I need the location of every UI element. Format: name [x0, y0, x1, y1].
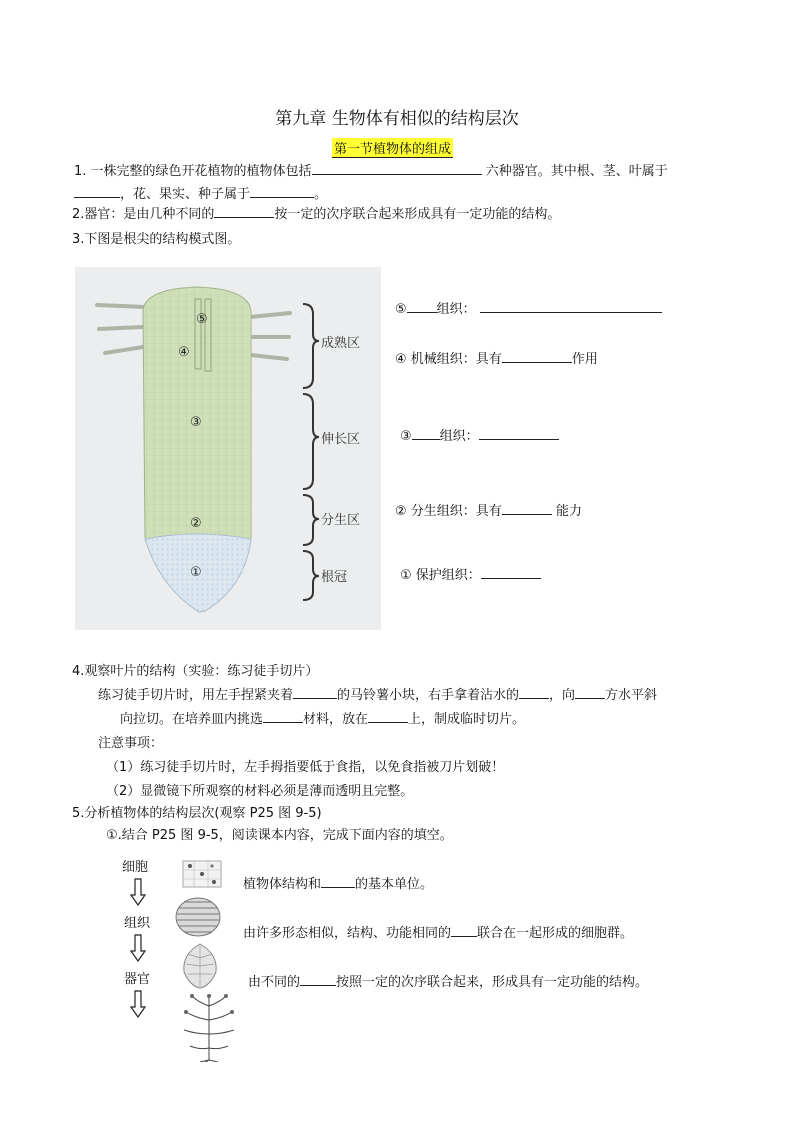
zone-label-elongation: 伸长区	[321, 432, 361, 447]
down-arrow-icon	[130, 934, 146, 962]
note-1: （1）练习徒手切片时，左手拇指要低于食指，以免食指被刀片划破！	[106, 760, 505, 775]
root-tip-diagram	[75, 267, 381, 630]
blank-q4-5[interactable]	[368, 708, 408, 723]
question-4-heading: 4.观察叶片的结构（实验：练习徒手切片）	[72, 664, 319, 679]
zone-label-mature: 成熟区	[321, 336, 361, 351]
question-3: 3.下图是根尖的结构模式图。	[72, 232, 241, 247]
plant-illustration	[180, 992, 238, 1062]
question-5-heading: 5.分析植物体的结构层次(观察 P25 图 9-5)	[72, 806, 322, 821]
level-organ: 器官	[124, 972, 151, 987]
blank-organ[interactable]	[300, 971, 336, 986]
cell-illustration	[182, 860, 222, 888]
blank-q4-3[interactable]	[575, 684, 605, 699]
blank-reproductive-organs[interactable]	[250, 183, 314, 198]
level-cell: 细胞	[122, 860, 149, 875]
question-4-line-2: 向拉切。在培养皿内挑选 材料，放在 上，制成临时切片。	[120, 708, 525, 727]
zone-label-meristem: 分生区	[321, 513, 361, 528]
blank-tissues[interactable]	[214, 203, 274, 218]
down-arrow-icon	[130, 878, 146, 906]
page-title: 第九章 生物体有相似的结构层次	[275, 109, 519, 129]
blank-tissue-4[interactable]	[502, 348, 572, 363]
tissue-3-row: ③ 组织：	[400, 425, 559, 444]
cell-description: 植物体结构和 的基本单位。	[243, 873, 433, 892]
marker-5: ⑤	[196, 312, 208, 327]
tissue-4-row: ④ 机械组织：具有 作用	[395, 348, 598, 367]
blank-q4-2[interactable]	[519, 684, 549, 699]
marker-1: ①	[190, 565, 202, 580]
marker-4: ④	[178, 345, 190, 360]
tissue-description: 由许多形态相似，结构、功能相同的 联合在一起形成的细胞群。	[243, 922, 633, 941]
question-4-line-1: 练习徒手切片时，用左手捏紧夹着 的马铃薯小块，右手拿着沾水的 ，向 方水平斜	[98, 684, 657, 703]
blank-tissue-1[interactable]	[481, 564, 541, 579]
blank-tissue-3[interactable]	[479, 425, 559, 440]
tissue-2-row: ② 分生组织：具有 能力	[395, 500, 582, 519]
blank-tissue[interactable]	[451, 922, 477, 937]
section-title: 第一节植物体的组成	[332, 138, 453, 158]
down-arrow-icon	[130, 990, 146, 1018]
marker-3: ③	[190, 415, 202, 430]
marker-2: ②	[190, 516, 202, 531]
blank-organs[interactable]	[312, 160, 482, 175]
question-1-line-2: ，花、果实、种子属于 。	[74, 183, 327, 202]
tissue-1-row: ① 保护组织：	[400, 564, 541, 583]
blank-q4-1[interactable]	[293, 684, 337, 699]
blank-tissue-5[interactable]	[480, 298, 662, 313]
notes-heading: 注意事项：	[98, 736, 164, 751]
blank-vegetative-organs[interactable]	[74, 183, 120, 198]
blank-q4-4[interactable]	[263, 708, 303, 723]
question-2: 2.器官：是由几种不同的 按一定的次序联合起来形成具有一定功能的结构。	[72, 203, 560, 222]
zone-label-cap: 根冠	[321, 570, 348, 585]
blank-tissue-2[interactable]	[502, 500, 552, 515]
tissue-illustration	[174, 896, 222, 938]
note-2: （2）显微镜下所观察的材料必须是薄而透明且完整。	[106, 784, 414, 799]
level-tissue: 组织	[124, 916, 151, 931]
question-5-sub: ①.结合 P25 图 9-5，阅读课本内容，完成下面内容的填空。	[106, 828, 453, 843]
question-1-line-1: 1. 一株完整的绿色开花植物的植物体包括 六种器官。其中根、茎、叶属于	[74, 160, 668, 179]
organ-description: 由不同的 按照一定的次序联合起来，形成具有一定功能的结构。	[248, 971, 648, 990]
leaf-illustration	[178, 942, 222, 990]
blank-cell[interactable]	[321, 873, 355, 888]
tissue-5-row: ⑤ 组织：	[395, 298, 662, 317]
